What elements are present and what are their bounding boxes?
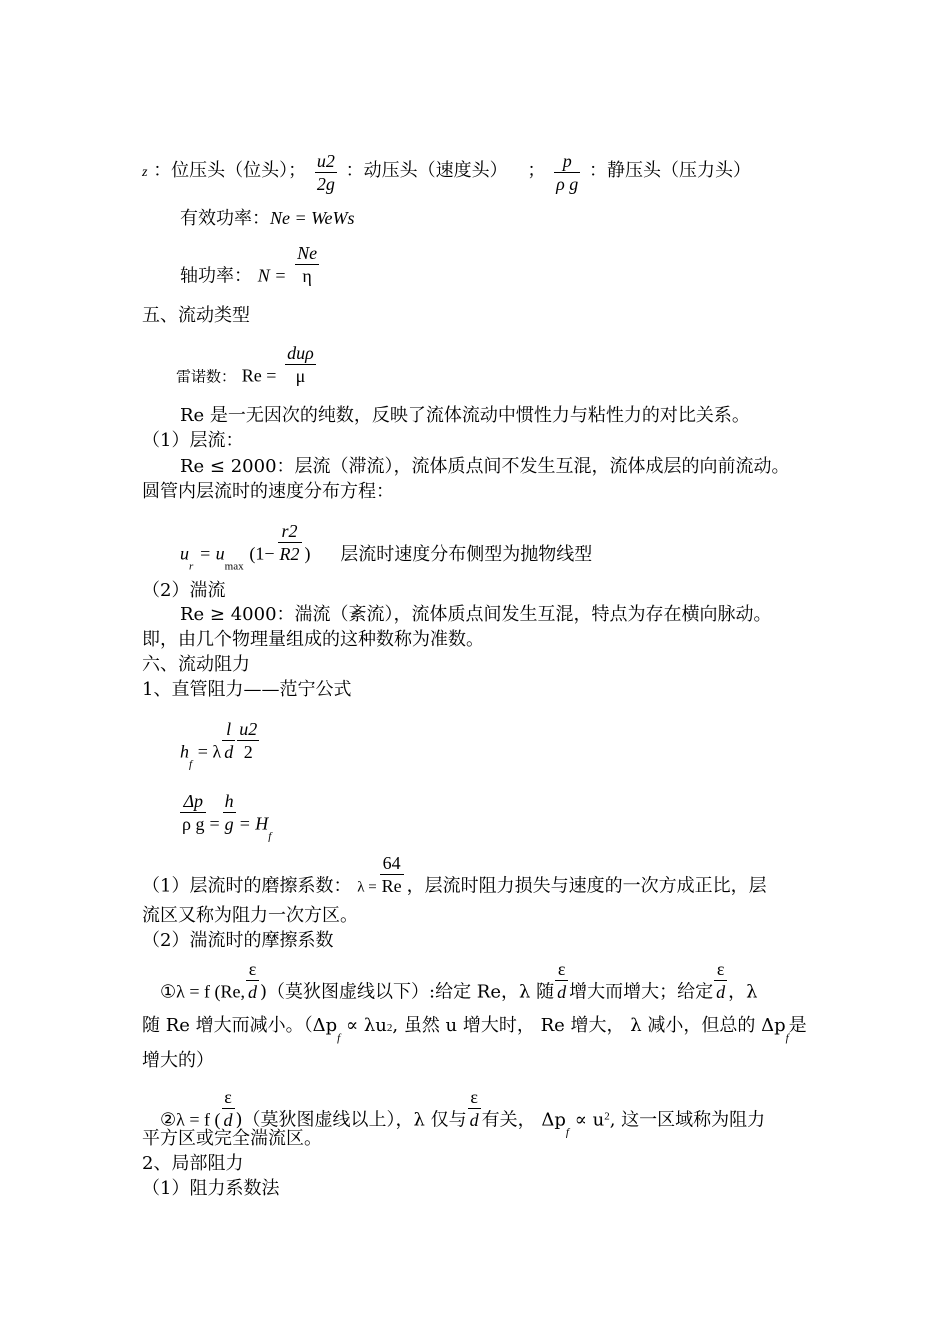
pressure-head-fraction: $\frac{p}{\text{ρ g}}$	[556, 151, 579, 194]
resistance-coefficient-method: （1）阻力系数法	[142, 1178, 280, 1199]
eps-over-d-1: $\frac{\varepsilon}{d}$	[248, 959, 257, 1002]
dimensionless-note: 即，由几个物理量组成的这种数称为准数。	[142, 629, 484, 650]
turbulent-text: Re ≥ 4000：湍流（紊流），流体质点间发生互混，特点为存在横向脉动。	[180, 604, 772, 625]
shaft-power-line: 轴功率： N = $\frac{Ne}{\eta}$	[180, 243, 318, 287]
turbulent-case-2: ②λ = f ( $\frac{\varepsilon}{d}$ )（莫狄图虚线以上），λ 仅与 $\frac{\varepsilon}{d}$ 有关， $\Delta p_f \propto u_2$, 这一区域称为阻力	[160, 1087, 766, 1139]
fanning-title: 1、直管阻力——范宁公式	[142, 679, 352, 700]
laminar-friction-cont: 流区又称为阻力一次方区。	[142, 905, 358, 926]
velocity-description: 层流时速度分布侧型为抛物线型	[340, 543, 593, 565]
reynolds-explanation: Re 是一无因次的纯数，反映了流体流动中惯性力与粘性力的对比关系。	[180, 405, 750, 426]
reynolds-line: $_{雷诺数:}$ Re = duρ μ	[176, 343, 314, 386]
effective-power-line: 有效功率：Ne = WeWs	[180, 208, 355, 229]
reynolds-fraction: duρ μ	[287, 343, 314, 386]
bernoulli-terms-line: z ：位压头（位头）； $\frac{u2}{2g}$ ：动压头（速度头） ； $\frac{p}{\text{ρ g}}$ ：静压头（压力头）	[142, 151, 751, 194]
turbulent-case-1: ①λ = f (Re, $\frac{\varepsilon}{d}$ )（莫狄图虚线以下）:给定 Re，λ 随 $\frac{\varepsilon}{d}$ 增大而增大；给定 $\frac{\varepsilon}{d}$ ，λ	[160, 959, 758, 1003]
local-resistance-title: 2、局部阻力	[142, 1153, 244, 1174]
eps-over-d-5: $\frac{\varepsilon}{d}$	[469, 1087, 479, 1130]
fanning-formula: $h_f = \lambda$ $\frac{l}{d}$ $\frac{u2}{2}$	[180, 719, 258, 771]
shaft-power-fraction: $\frac{Ne}{\eta}$	[297, 243, 318, 286]
pressure-head-description: ：静压头（压力头）	[589, 160, 751, 181]
pressure-drop-formula: $\frac{\Delta p}{\text{ρ g}}$ = $\frac{h}{g}$ = $H_f$	[182, 791, 272, 843]
z-symbol: z	[142, 165, 148, 180]
turbulent-title: （2）湍流	[142, 580, 226, 601]
turbulent-case-2-line2: 平方区或完全湍流区。	[142, 1128, 322, 1149]
turbulent-case-1-line2: 随 Re 增大而减小。（$\Delta p_f \propto \lambda u2$, 虽然 u 增大时， Re 增大， λ 减小，但总的 $\Delta p_f$是	[142, 1015, 807, 1044]
section-6-title: 六、流动阻力	[142, 654, 250, 675]
velocity-head-fraction: $\frac{u2}{2g}$	[316, 151, 335, 194]
velocity-distribution-line: $u_r = u_{max}$ (1− $\frac{r2}{R2}$ ) 层流时速度分布侧型为抛物线型	[180, 521, 593, 573]
u2-over-2: $\frac{u2}{2}$	[239, 719, 258, 762]
laminar-title: （1）层流：	[142, 430, 244, 451]
turbulent-case-1-line3: 增大的）	[142, 1050, 214, 1071]
64-over-re: $\frac{64}{Re}$	[381, 853, 402, 896]
eps-over-d-2: $\frac{\varepsilon}{d}$	[557, 959, 567, 1002]
hf-over-g: $\frac{h}{g}$	[224, 791, 234, 834]
z-description: ：位压头（位头）；	[153, 160, 307, 181]
eps-over-d-3: $\frac{\varepsilon}{d}$	[716, 959, 726, 1002]
laminar-friction-line: （1）层流时的磨擦系数： $_{\lambda =}$ $\frac{64}{Re}$ ，层流时阻力损失与速度的一次方成正比，层	[142, 853, 767, 897]
velocity-fraction: $\frac{r2}{R2}$	[279, 521, 300, 564]
l-over-d: $\frac{l}{d}$	[224, 719, 234, 762]
turbulent-friction-title: （2）湍流时的摩擦系数	[142, 930, 334, 951]
laminar-text: Re ≤ 2000：层流（滞流），流体质点间不发生互混，流体成层的向前流动。	[180, 456, 790, 477]
eps-over-d-4: $\frac{\varepsilon}{d}$	[223, 1087, 233, 1130]
section-5-title: 五、流动类型	[142, 305, 250, 326]
effective-power-formula: Ne = WeWs	[270, 208, 355, 228]
velocity-head-description: ：动压头（速度头）	[345, 160, 508, 181]
laminar-velocity-intro: 圆管内层流时的速度分布方程：	[142, 481, 394, 502]
dp-over-rhog: $\frac{\Delta p}{\text{ρ g}}$	[182, 791, 205, 834]
